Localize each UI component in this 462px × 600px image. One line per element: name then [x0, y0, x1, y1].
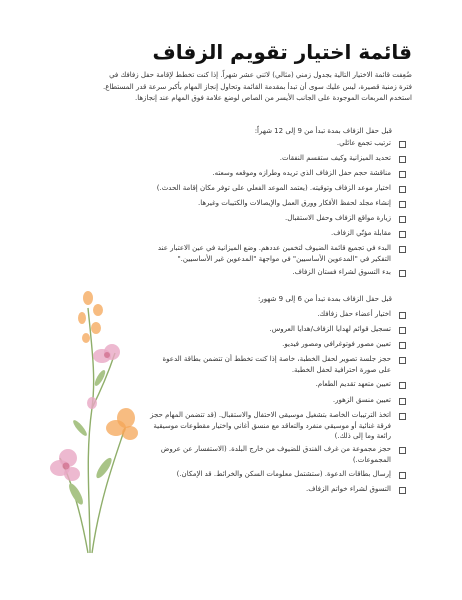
- list-item: تعيين متعهد تقديم الطعام.: [150, 379, 406, 390]
- list-item: تحديد الميزانية وكيف ستقسم النفقات.: [150, 153, 406, 164]
- checkbox[interactable]: [399, 171, 406, 178]
- list-item: إرسال بطاقات الدعوة. (ستشتمل معلومات السكن والخرائط. قد الإمكان.): [150, 469, 406, 480]
- list-item: البدء في تجميع قائمة الضيوف لتخمين عددهم. وضع الميزانية في عين الاعتبار عند التفكير في "المدعوين الأساسيين" في مواجهة "المدعوين غير الأساسيين.": [150, 243, 406, 264]
- list-item: ترتيب تجمع عائلي.: [150, 138, 406, 149]
- list-item: اختيار موعد الزفاف وتوقيته. (يعتمد الموعد الفعلي على توفر مكان إقامة الحدث.): [150, 183, 406, 194]
- checkbox[interactable]: [399, 357, 406, 364]
- section-heading-9-12: قبل حفل الزفاف بمدة تبدأ من 9 إلى 12 شهراً:: [254, 127, 392, 135]
- list-item: زيارة مواقع الزفاف وحفل الاستقبال.: [150, 213, 406, 224]
- list-item: مقابلة مؤنّي الزفاف.: [150, 228, 406, 239]
- list-item: اتخذ الترتيبات الخاصة بتشغيل موسيقى الاحتفال والاستقبال. (قد تتضمن المهام حجز فرقة غنائية أو موسيقي منفرد والتعاقد مع منسق أغاني واختيار مقطوعات موسيقية رائعة وما إلى ذلك.): [150, 410, 406, 442]
- list-item: بدء التسوق لشراء فستان الزفاف.: [150, 267, 406, 278]
- list-item: اختيار أعضاء حفل زفافك.: [150, 309, 406, 320]
- checkbox[interactable]: [399, 201, 406, 208]
- checkbox[interactable]: [399, 472, 406, 479]
- list-item: تعيين مصور فوتوغرافي ومصور فيديو.: [150, 339, 406, 350]
- checkbox[interactable]: [399, 216, 406, 223]
- page-title: قائمة اختيار تقويم الزفاف: [152, 40, 412, 64]
- checkbox[interactable]: [399, 156, 406, 163]
- orange-buds: [78, 291, 138, 440]
- checkbox[interactable]: [399, 246, 406, 253]
- checkbox[interactable]: [399, 231, 406, 238]
- checkbox[interactable]: [399, 186, 406, 193]
- section-heading-6-9: قبل حفل الزفاف بمدة تبدأ من 6 إلى 9 شهور:: [257, 295, 392, 303]
- checkbox[interactable]: [399, 342, 406, 349]
- list-item: حجز مجموعة من غرف الفندق للضيوف من خارج البلدة. (الاستفسار عن عروض المجموعات.): [150, 444, 406, 465]
- checkbox[interactable]: [399, 327, 406, 334]
- list-item: التسوق لشراء خواتم الزفاف.: [150, 484, 406, 495]
- intro-paragraph: ضُعِفت قائمة الاختيار التالية بجدول زمني (مثالي) لاثني عشر شهراً. إذا كنت تخطط لإقامة حفل زفافك في فترة زمنية قصيرة، ليس عليك سوى أن تبدأ بمقدمة القائمة وتحاول إنجاز المهام بأكبر سرعة قدر المستطاع. استخدم المربعات الموجودة على الجانب الأيسر من الصاص لوضع علامة فوق المهام عند إنجازها.: [102, 71, 412, 102]
- checkbox[interactable]: [399, 141, 406, 148]
- checkbox[interactable]: [399, 312, 406, 319]
- list-item: تعيين منسق الزهور.: [150, 395, 406, 406]
- list-item: تسجيل قوائم لهدايا الزفاف/هدايا العروس.: [150, 324, 406, 335]
- checkbox[interactable]: [399, 487, 406, 494]
- checkbox[interactable]: [399, 270, 406, 277]
- checkbox[interactable]: [399, 413, 406, 420]
- checkbox[interactable]: [399, 398, 406, 405]
- floral-illustration: [30, 258, 150, 558]
- checkbox[interactable]: [399, 382, 406, 389]
- list-item: مناقشة حجم حفل الزفاف الذي تريده وطرازه وموقعه وسعته.: [150, 168, 406, 179]
- list-item: إنشاء مجلد لحفظ الأفكار وورق العمل والإيصالات والكتيبات وغيرها.: [150, 198, 406, 209]
- checkbox[interactable]: [399, 447, 406, 454]
- list-item: حجز جلسة تصوير لحفل الخطبة، خاصة إذا كنت تخطط أن تتضمن بطاقة الدعوة على صورة احترافية لحفل الخطبة.: [150, 354, 406, 375]
